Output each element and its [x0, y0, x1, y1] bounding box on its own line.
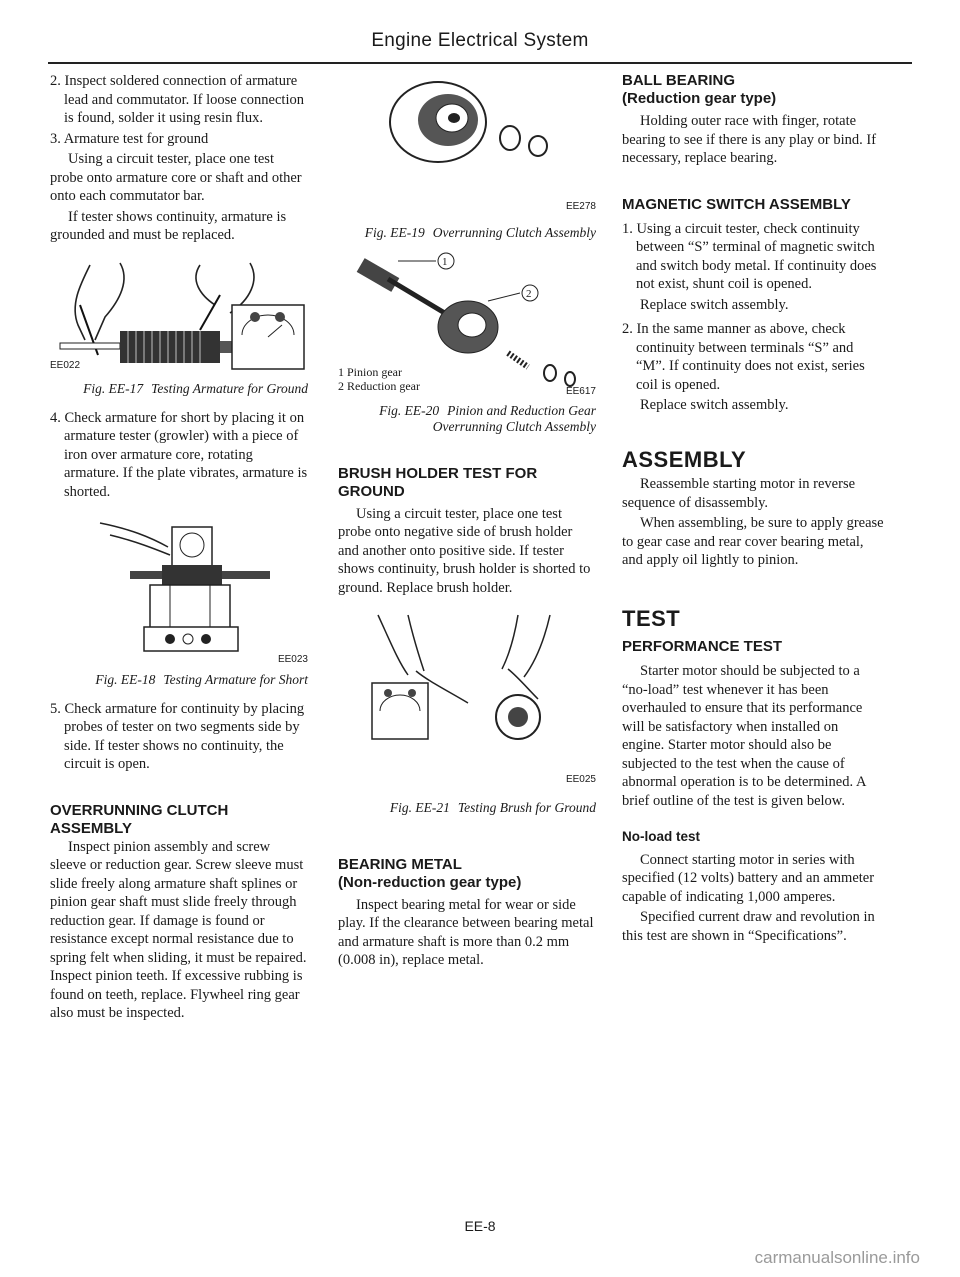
overrunning-clutch-illustration — [378, 72, 578, 192]
brush-test-illustration — [368, 611, 588, 761]
heading-magnetic-switch: MAGNETIC SWITCH ASSEMBLY — [622, 195, 851, 213]
heading-ball-bearing-sub: (Reduction gear type) — [622, 90, 777, 107]
figure-caption-ee21 — [338, 800, 596, 816]
callout-1: 1 — [442, 255, 448, 268]
step-3-text-b: If tester shows continuity, armature is grounded and must be replaced. — [50, 208, 287, 243]
figure-number: Fig. EE-21 — [389, 799, 450, 815]
figure-caption-ee17 — [50, 381, 308, 397]
step-3: 3. Armature test for ground — [50, 130, 209, 147]
figure-number: Fig. EE-19 — [364, 224, 425, 240]
heading-no-load-test: No-load test — [622, 829, 701, 844]
figure-ee21 — [338, 611, 596, 790]
step-2: 2. Inspect soldered connection of armature lead and commutator. If loose connection is found, solder it using resin flux. — [50, 73, 304, 126]
column-middle — [338, 72, 596, 972]
paragraph-ball-bearing: Holding outer race with finger, rotate bearing to see if there is any play or bind. If necessary, replace bearing. — [622, 113, 877, 166]
figure-caption-ee19 — [338, 225, 596, 241]
heading-performance-test: PERFORMANCE TEST — [622, 638, 783, 655]
heading-test: TEST — [622, 605, 681, 631]
paragraph-performance: Starter motor should be subjected to a “no-load” test whenever it has been overhauled to ensure that its performance will be satisfactory when installed on engine. Starter motor should also be subjected to the test when the cause of abnormal operation is to be determined. A brief outline of the test is given below. — [622, 663, 866, 809]
figure-code: EE025 — [565, 774, 596, 785]
heading-bearing-metal: BEARING METAL — [338, 855, 462, 873]
paragraph-no-load-1: Connect starting motor in series with specified (12 volts) battery and an ammeter capable of indicating 1,000 amperes. — [622, 851, 875, 905]
figure-ee20 — [338, 249, 596, 399]
figure-title: Overrunning Clutch Assembly — [432, 224, 596, 240]
figure-ee17 — [50, 255, 308, 373]
paragraph-clutch: Inspect pinion assembly and screw sleeve or reduction gear. Screw sleeve must slide freely along armature shaft splines or pinion gear shaft must slide freely through reduction gear. If damage is found or resistance except normal resistance due to spring felt when sliding, it must be repaired. Inspect pinion teeth. If excessive rubbing is found on teeth, replace. Flywheel ring gear also must be inspected. — [50, 838, 307, 1021]
figure-title: Testing Brush for Ground — [457, 799, 596, 815]
heading-ball-bearing: BALL BEARING — [622, 72, 736, 89]
figure-code: EE022 — [50, 359, 81, 371]
growler-illustration — [90, 515, 280, 655]
mag-step-1: 1. Using a circuit tester, check continuity between “S” terminal of magnetic switch and switch body metal. If continuity does not exist, shunt coil is opened. — [622, 220, 877, 292]
figure-number: Fig. EE-20 — [379, 402, 440, 418]
figure-code: EE023 — [277, 654, 308, 665]
figure-number: Fig. EE-18 — [95, 671, 156, 687]
heading-assembly: ASSEMBLY — [622, 446, 747, 472]
armature-ground-illustration — [50, 255, 308, 373]
page-number: EE-8 — [464, 1218, 496, 1234]
mag-step-2: 2. In the same manner as above, check continuity between terminals “S” and “M”. If continuity does not exist, series coil is opened. — [622, 321, 865, 393]
paragraph-brush: Using a circuit tester, place one test probe onto negative side of brush holder and another onto positive side. If tester shows continuity, brush holder is shorted to ground. Replace brush holder. — [338, 505, 591, 596]
paragraph-bearing: Inspect bearing metal for wear or side play. If the clearance between bearing metal and armature shaft is more than 0.2 mm (0.008 in), replace metal. — [338, 896, 594, 968]
figure-ee18 — [50, 515, 308, 670]
heading-brush-holder: BRUSH HOLDER TEST FOR GROUND — [338, 464, 538, 500]
figure-caption-ee20 — [362, 403, 596, 435]
figure-number: Fig. EE-17 — [83, 380, 144, 396]
paragraph-no-load-2: Specified current draw and revolution in this test are shown in “Specifications”. — [622, 909, 875, 944]
mag-step-1-action: Replace switch assembly. — [640, 296, 789, 313]
figure-title: Testing Armature for Short — [163, 671, 308, 687]
heading-overrunning-clutch: OVERRUNNING CLUTCH ASSEMBLY — [50, 801, 229, 837]
watermark: carmanualsonline.info — [754, 1248, 920, 1267]
header-rule — [48, 62, 912, 64]
step-5: 5. Check armature for continuity by placing probes of tester on two segments side by side. If tester shows no continuity, the circuit is open. — [50, 700, 305, 772]
paragraph-assembly-1: Reassemble starting motor in reverse sequence of disassembly. — [622, 476, 856, 511]
heading-bearing-metal-sub: (Non-reduction gear type) — [338, 873, 522, 891]
step-4: 4. Check armature for short by placing it on armature tester (growler) with a piece of iron over armature core, rotating armature. If the plate vibrates, armature is shorted. — [50, 409, 308, 500]
step-3-text: Using a circuit tester, place one test probe onto armature core or shaft and other onto each commutator bar. — [50, 151, 302, 204]
paragraph-assembly-2: When assembling, be sure to apply grease to gear case and rear cover bearing metal, and apply oil lightly to pinion. — [622, 515, 884, 568]
page-header: Engine Electrical System — [371, 30, 589, 51]
legend-item-2: 2 Reduction gear — [338, 378, 420, 393]
figure-caption-ee18 — [50, 672, 308, 688]
figure-code: EE617 — [565, 385, 596, 397]
figure-code: EE278 — [565, 201, 596, 212]
figure-title: Testing Armature for Ground — [151, 380, 308, 396]
figure-ee19 — [338, 72, 596, 217]
mag-step-2-action: Replace switch assembly. — [640, 397, 789, 413]
figure-title: Pinion and Reduction Gear Overrunning Clutch Assembly — [432, 402, 596, 434]
column-left — [50, 72, 308, 1025]
figure-legend — [338, 365, 420, 393]
column-right — [622, 72, 884, 947]
callout-2: 2 — [526, 287, 532, 300]
legend-item-1: 1 Pinion gear — [338, 364, 402, 379]
